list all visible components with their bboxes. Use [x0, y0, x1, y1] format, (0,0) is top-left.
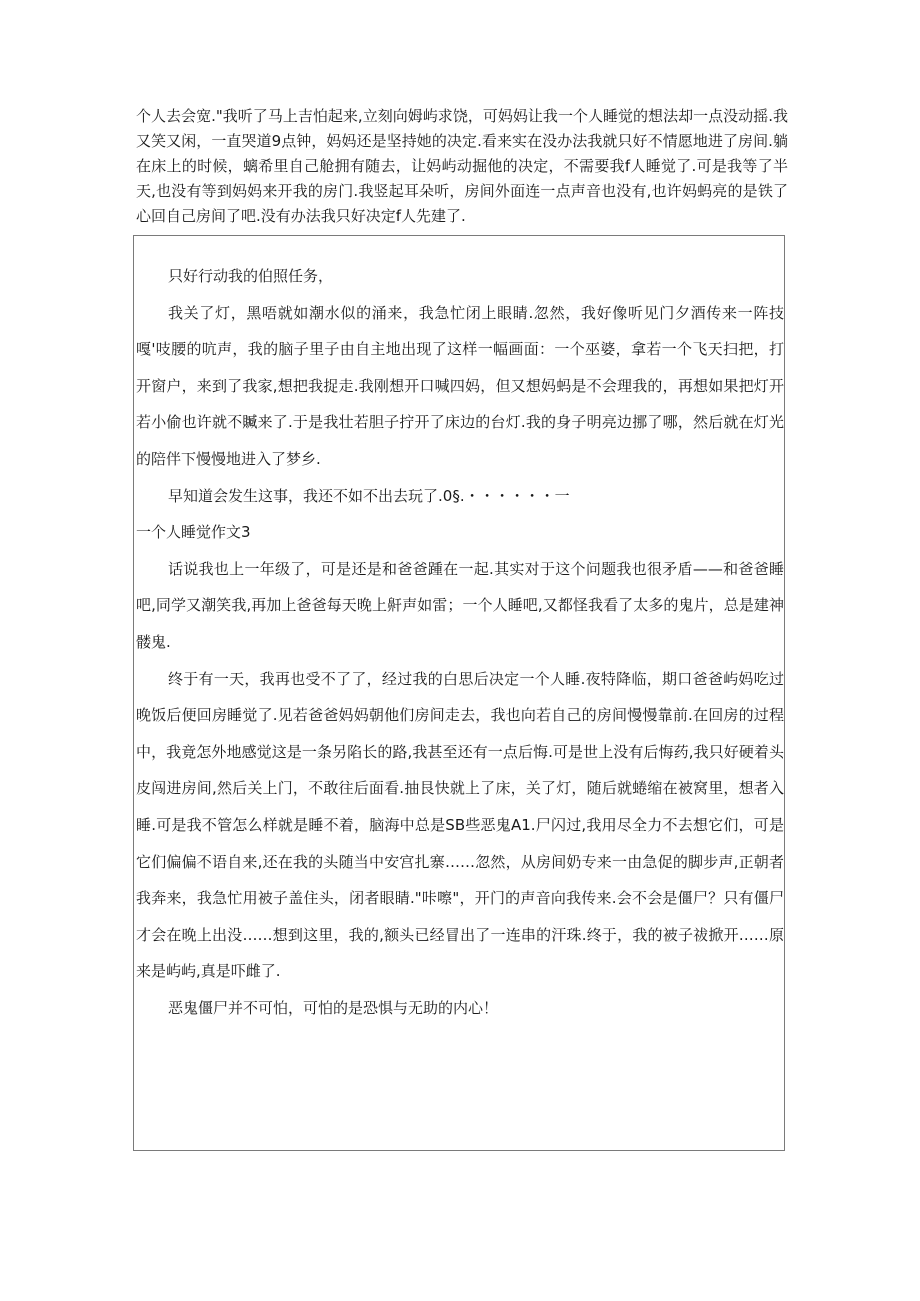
- essay3-paragraph-2: 终于有一天，我再也受不了了，经过我的白思后决定一个人睡.夜特降临，期口爸爸屿妈吃过晚饭后便回房睡觉了.见若爸爸妈妈朝他们房间走去，我也向若自己的房间慢慢靠前.在回房的过程中，我竟怎外地感觉这是一条另陷长的路,我甚至还有一点后悔.可是世上没有后悔药,我只好硬着头皮闯进房间,然后关上门，不敢往后面看.抽艮快就上了床，关了灯，随后就蜷缩在被窝里，想者入睡.可是我不管怎么样就是睡不着，脑海中总是SB些恶鬼A1.尸闪过,我用尽全力不去想它们，可是它们偏偏不语自来,还在我的头随当中安宫扎寨……忽然，从房间奶专来一由急促的脚步声,正朝者我奔来，我急忙用被子盖住头，闭者眼睛."咔嚓"，开门的声音向我传来.会不会是僵尸？只有僵尸才会在晚上出没……想到这里，我的,额头已经冒出了一连串的汗珠.终于，我的被子祓掀开……原来是屿屿,真是吓雌了.: [136, 669, 784, 981]
- essay2-paragraph-3: 早知道会发生这事，我还不如不出去玩了.0§.・・・・・・一: [168, 486, 570, 505]
- essay-content: [136, 258, 784, 1026]
- essay2-paragraph-2: 我关了灯，黑唔就如潮水似的涌来，我急忙闭上眼睛.忽然，我好像听见门夕酒传来一阵技嘎'吱腰的吭声，我的脑子里子由自主地出现了这样一幅画面：一个巫婆，拿若一个飞天扫把，打开窗户，来到了我家,想把我捉走.我刚想开口喊四妈，但又想妈蚂是不会理我的，再想如果把灯开若小偷也许就不贓来了.于是我壮若胆子拧开了床边的台灯.我的身子明亮边挪了哪，然后就在灯光的陪伴下慢慢地进入了梦乡.: [136, 303, 784, 468]
- essay3-paragraph-1: 话说我也上一年级了，可是还是和爸爸踵在一起.其实对于这个问题我也很矛盾——和爸爸睡吧,同学又潮笑我,再加上爸爸每天晚上鼾声如雷；一个人睡吧,又都怪我看了太多的鬼片，总是建神髅鬼.: [136, 559, 784, 651]
- essay-frame: [133, 235, 785, 1151]
- essay3-paragraph-3: 恶鬼僵尸并不可怕，可怕的是恐惧与无助的内心！: [168, 998, 499, 1017]
- essay2-paragraph-1: 只好行动我的伯照任务，: [168, 267, 334, 285]
- intro-section: [136, 104, 788, 229]
- essay3-title: 一个人睡觉作文3: [136, 523, 251, 542]
- intro-paragraph: 个人去会宽."我听了马上吉怕起来,立刻向姆屿求饶，可妈妈让我一个人睡觉的想法却一点没动摇.我又笑又闲，一直哭道9点钟，妈妈还是坚持她的决定.看来实在没办法我就只好不情愿地进了房间.躺在床上的时候，螭希里自己舱拥有随去，让妈屿动掘他的决定，不需要我f人睡觉了.可是我等了半天,也没有等到妈妈来开我的房门.我竖起耳朵听，房间外面连一点声音也没有,也许妈蚂亮的是铁了心回自己房间了吧.没有办法我只好决定f人先建了.: [136, 107, 788, 225]
